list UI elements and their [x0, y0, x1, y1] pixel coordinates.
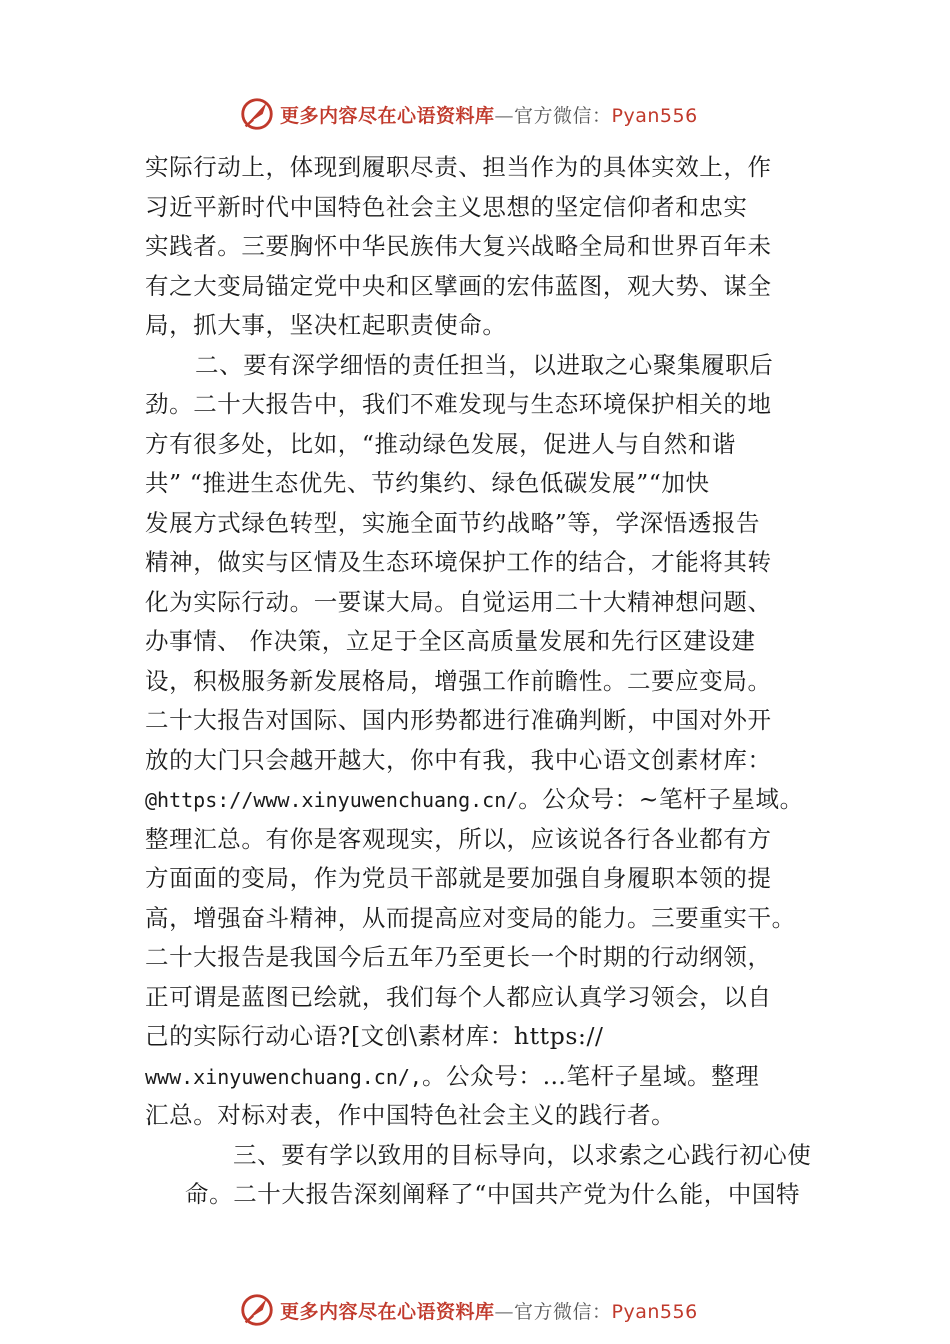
- quill-logo-icon: [238, 95, 276, 133]
- url-text: @https://www.xinyuwenchuang.cn/: [145, 788, 519, 812]
- banner-text: [280, 1297, 698, 1324]
- banner-dash: —: [494, 1300, 515, 1323]
- footer-banner: [238, 1290, 758, 1330]
- text-line: 设，积极服务新发展格局，增强工作前瞻性。二要应变局。: [145, 666, 772, 695]
- text-line: 办事情、 作决策，立足于全区高质量发展和先行区建设建: [145, 627, 756, 655]
- text-line: 方有很多处，比如，“推动绿色发展，促进人与自然和谐: [145, 429, 737, 458]
- text-line: 二十大报告是我国今后五年乃至更长一个时期的行动纲领，: [145, 943, 772, 971]
- text-line: 局，抓大事，坚决杠起职责使命。: [145, 311, 507, 339]
- text-line: 实际行动上，体现到履职尽责、担当作为的具体实效上，作: [145, 153, 772, 181]
- document-body: [145, 148, 835, 1215]
- text-line: www.xinyuwenchuang.cn/,。公众号：…笔杆子星域。整理: [145, 1061, 760, 1090]
- text-line: 共” “推进生态优先、节约集约、绿色低碳发展”“加快: [145, 469, 710, 497]
- text-line: 劲。二十大报告中，我们不难发现与生态环境保护相关的地: [145, 390, 772, 418]
- text-line: 习近平新时代中国特色社会主义思想的坚定信仰者和忠实: [145, 192, 748, 221]
- banner-label: 官方微信：: [514, 1300, 612, 1323]
- text-line: 精神，做实与区情及生态环境保护工作的结合，才能将其转: [145, 548, 772, 576]
- text-line: 汇总。对标对表，作中国特色社会主义的践行者。: [145, 1101, 676, 1129]
- text-line: @https://www.xinyuwenchuang.cn/。公众号：~笔杆子星域。: [145, 785, 804, 813]
- text-line: 实践者。三要胸怀中华民族伟大复兴战略全局和世界百年未: [145, 232, 772, 260]
- text-line: 有之大变局锚定党中央和区擘画的宏伟蓝图，观大势、谋全: [145, 271, 772, 300]
- text-line: 放的大门只会越开越大，你中有我，我中心语文创素材库：: [145, 745, 772, 774]
- url-text: www.xinyuwenchuang.cn/,: [145, 1064, 422, 1089]
- header-banner: [238, 94, 758, 134]
- text-line: 化为实际行动。一要谋大局。自觉运用二十大精神想问题、: [145, 587, 772, 616]
- banner-label: 官方微信：: [514, 104, 612, 127]
- text-line: 三、要有学以致用的目标导向，以求索之心践行初心使: [233, 1140, 812, 1169]
- banner-text: [280, 101, 698, 128]
- text-line: 二十大报告对国际、国内形势都进行准确判断，中国对外开: [145, 706, 772, 734]
- banner-dash: —: [494, 104, 515, 127]
- text-line: 命。二十大报告深刻阐释了“中国共产党为什么能，中国特: [185, 1180, 801, 1208]
- text-line: 发展方式绿色转型，实施全面节约战略”等，学深悟透报告: [145, 508, 761, 537]
- text-line: 己的实际行动心语?[文创\素材库：https://: [145, 1022, 604, 1050]
- quill-logo-icon: [238, 1291, 276, 1329]
- text-line: 二、要有深学细悟的责任担当，以进取之心聚集履职后: [195, 350, 774, 379]
- banner-main-text: 更多内容尽在心语资料库: [280, 104, 495, 127]
- banner-main-text: 更多内容尽在心语资料库: [280, 1300, 495, 1323]
- banner-wechat-id: Pyan556: [611, 104, 698, 127]
- text-line: 整理汇总。有你是客观现实，所以，应该说各行各业都有方: [145, 824, 772, 853]
- text-line: 高，增强奋斗精神，从而提高应对变局的能力。三要重实干。: [145, 903, 796, 932]
- text-line: 正可谓是蓝图已绘就，我们每个人都应认真学习领会，以自: [145, 982, 772, 1011]
- banner-wechat-id: Pyan556: [611, 1300, 698, 1323]
- text-line: 方面面的变局，作为党员干部就是要加强自身履职本领的提: [145, 864, 772, 892]
